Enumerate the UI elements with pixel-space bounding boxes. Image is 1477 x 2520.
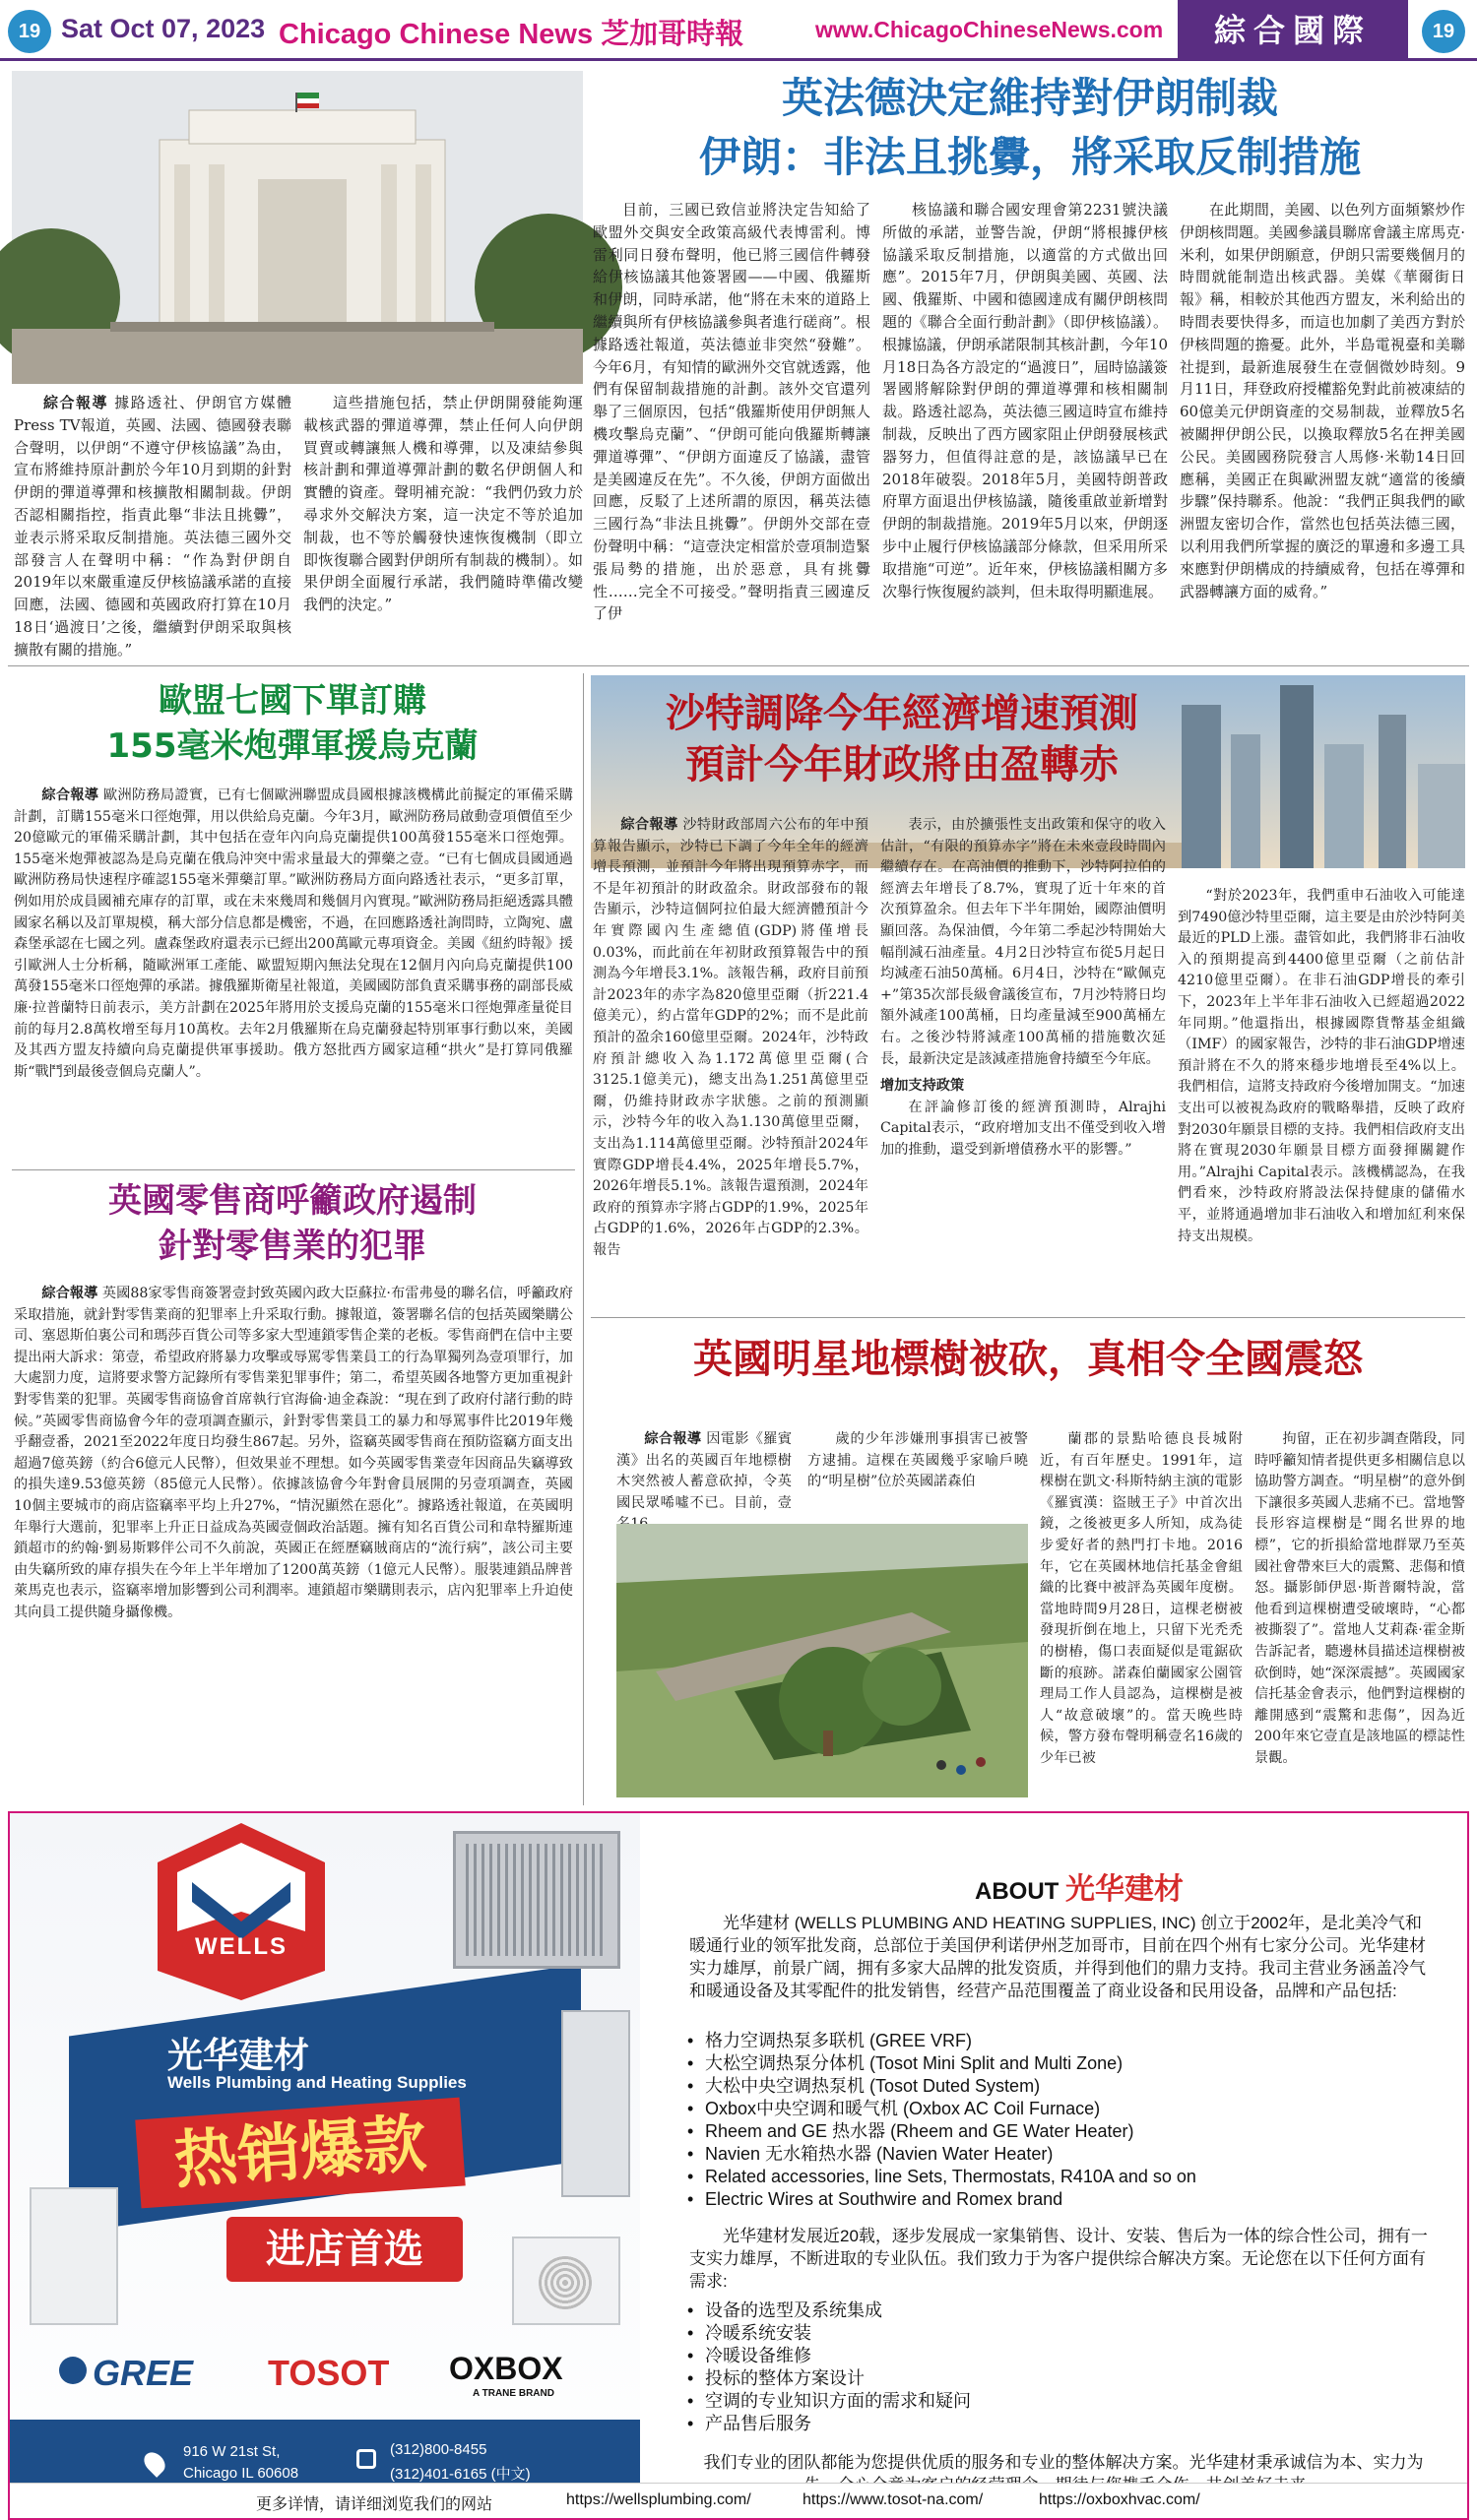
product-item: • Rheem and GE 热水器 (Rheem and GE Water Heater): [683, 2120, 1432, 2143]
article1-title-line2: 伊朗：非法且挑釁，將采取反制措施: [698, 133, 1361, 181]
section-label: 綜合國際: [1178, 0, 1408, 61]
ad-footer: [10, 2483, 1467, 2518]
wells-advertisement: [8, 1811, 1469, 2520]
product-item: • Navien 无水箱热水器 (Navien Water Heater): [683, 2143, 1432, 2166]
article1-col2: [303, 392, 583, 646]
service-item: • 冷暖系统安装: [683, 2322, 1432, 2345]
divider: [12, 1169, 575, 1170]
product-item: • 大松空调热泵分体机 (Tosot Mini Split and Multi Zone): [683, 2052, 1432, 2075]
article4-title-line2: 預計今年財政將由盈轉赤: [685, 742, 1119, 788]
gree-logo-icon: [59, 2357, 87, 2384]
article5-lead: 綜合報導: [644, 1431, 702, 1447]
ad-left-panel: [10, 1813, 640, 2518]
article3-title-line1: 英國零售商呼籲政府遏制: [108, 1181, 477, 1221]
brand-oxbox-sub: A TRANE BRAND: [473, 2388, 554, 2399]
product-item: • 格力空调热泵多联机 (GREE VRF): [683, 2030, 1432, 2052]
wells-logo-text: WELLS: [195, 1933, 288, 1960]
fallen-tree-photo: [616, 1524, 1028, 1797]
site-link-wells[interactable]: https://wellsplumbing.com/: [566, 2491, 751, 2508]
brand-gree: GREE: [93, 2353, 194, 2393]
article5-col1: [616, 1429, 792, 1522]
mini-split-image: [512, 2236, 620, 2325]
embassy-building-illustration: [12, 71, 583, 384]
ad-about-prefix: ABOUT: [975, 1878, 1065, 1905]
ad-phone2[interactable]: (312)401-6165 (中文): [390, 2466, 531, 2483]
article4-col1-text: 沙特財政部周六公布的年中預算報告顯示，沙特已下調了今年全年的經濟增長預測，並預計今年將出現預算赤字，而不是年初預計的財政盈余。財政部發布的報告顯示，沙特這個阿拉伯最大經濟體預計今年實際國內生產總值(GDP)將僅增長0.03%，而此前在年初財政預算報告中的預測為今年增長3.1%。該報告稱，政府目前預計2023年的赤字為820億里亞爾（折221.4億美元），約占當年GDP的2%；而不是此前預計的盈余160億里亞爾。2024年，沙特政府預計總收入為1.172萬億里亞爾(合3125.1億美元)，總支出為1.251萬億里亞爾，仍維持財政赤字狀態。之前的預測顯示，沙特今年的收入為1.130萬億里亞爾，支出為1.114萬億里亞爾。沙特預計2024年實際GDP增長4.4%，2025年增長5.7%，2026年增長5.1%。該報告還預測，2024年政府的預算赤字將占GDP的1.9%，2025年占GDP的1.6%，2026年占GDP的2.3%。報告: [593, 817, 868, 1258]
article5-col2: [807, 1429, 1028, 1522]
page-header: [0, 0, 1477, 61]
article2-body: [14, 786, 573, 1162]
article1-lead: 綜合報導: [43, 394, 108, 411]
brand-oxbox: OXBOX: [449, 2351, 563, 2386]
article4-col3: [1178, 886, 1465, 1307]
article1-col1-text: 據路透社、伊朗官方媒體Press TV報道，英國、法國、德國發表聯合聲明，以伊朗“不遵守伊核協議”為由，宣布將維持原計劃於今年10月到期的針對伊朗的彈道導彈和核擴散相關制裁。伊朗否認相關指控，指責此舉“非法且挑釁”，並表示將采取反制措施。英法德三國外交部發言人在聲明中稱：“作為對伊朗自2019年以來嚴重違反伊核協議承諾的直接回應，法國、德國和英國政府打算在10月18日‘過渡日’之後，繼續對伊朗采取與核擴散有關的措施。”: [14, 394, 291, 659]
article5-col1-text: 因電影《羅賓漢》出名的英國百年地標樹木突然被人蓄意砍掉，令英國民眾唏噓不已。目前，壹: [616, 1431, 792, 1511]
article4-lead: 綜合報導: [620, 817, 678, 833]
water-heater-image: [30, 2187, 118, 2325]
product-item: • 大松中央空调热泵机 (Tosot Duted System): [683, 2075, 1432, 2098]
product-item: • Oxbox中央空调和暖气机 (Oxbox AC Coil Furnace): [683, 2098, 1432, 2120]
article1-col5-text: 在此期間，美國、以色列方面頻繁炒作伊朗核問題。美國參議員聯席會議主席馬克·米利，如果伊朗願意，伊朗只需要幾個月的時間就能制造出核武器。美媒《華爾街日報》稱，相較於其他西方盟友，米利給出的時間表要快得多，而這也加劇了美西方對於伊核問題的擔憂。此外，半島電視臺和美聯社提到，最新進展發生在壹個微妙時刻。9月11日，拜登政府授權豁免對此前被凍結的60億美元伊朗資產的交易制裁，並釋放5名被關押伊朗公民，以換取釋放5名在押美國公民。美國國務院發言人馬修·米勒14日回應稱，美國正在與歐洲盟友就“適當的後續步驟”保持聯系。他說：“我們正與我們的歐洲盟友密切合作，當然也包括英法德三國，以利用我們所掌握的廣泛的單邊和多邊工具來應對伊朗構成的持續威脅，包括在導彈和武器轉讓方面的威脅。”: [1180, 201, 1465, 600]
fallen-tree-illustration: [616, 1524, 1028, 1797]
masthead-url[interactable]: www.ChicagoChineseNews.com: [815, 17, 1164, 42]
issue-date: Sat Oct 07, 2023: [61, 14, 266, 43]
page-number-right: 19: [1422, 10, 1465, 53]
brand-tosot: TOSOT: [268, 2353, 390, 2393]
article1-col4-text: 核協議和聯合國安理會第2231號決議所做的承諾，並警告說，伊朗“將根據伊核協議采取反制措施，以適當的方式做出回應”。2015年7月，伊朗與美國、英國、法國、俄羅斯、中國和德國達成有關伊朗核問題的《聯合全面行動計劃》（即伊核協議）。根據協議，伊朗承諾限制其核計劃，今年10月18日為各方設定的“過渡日”，屆時協議簽署國將解除對伊朗的彈道導彈和核相關制裁。路透社認為，英法德三國這時宣布維持制裁，反映出了西方國家阻止伊朗發展核武器努力，但值得註意的是，該協議早已在2018年破裂。2018年5月，美國特朗普政府單方面退出伊核協議，隨後重啟並新增對伊朗的制裁措施。2019年5月以來，伊朗逐步中止履行伊核協議部分條款，但采用所采取措施“可逆”。近年來，伊核協議相關方多次舉行恢復履約談判，但未取得明顯進展。: [882, 201, 1168, 600]
furnace-image: [561, 2010, 630, 2197]
ad-about-brand: 光华建材: [1065, 1872, 1184, 1907]
product-item: • Related accessories, line Sets, Thermostats, R410A and so on: [683, 2166, 1432, 2188]
article2-body-text: 歐洲防務局證實，已有七個歐洲聯盟成員國根據該機構此前擬定的軍備采購計劃，訂購155毫米口徑炮彈，用以供給烏克蘭。今年3月，歐洲防務局啟動壹項價值至少20億歐元的軍備采購計劃，其中包括在壹年內向烏克蘭提供100萬發155毫米口徑炮彈。155毫米炮彈被認為是烏克蘭在俄烏沖突中需求量最大的彈藥之壹。“已有七個成員國通過歐洲防務局快速程序確認155毫米彈藥訂單。”歐洲防務局方面向路透社表示，“更多訂單，例如用於成員國補充庫存的訂單，或在未來幾周和幾個月內實現。”歐洲防務局拒絕透露具體國家名稱以及訂單規模，稱大部分信息都是機密，不過，在回應路透社詢問時，立陶宛、盧森堡承認在七國之列。盧森堡政府還表示已經出200萬歐元專項資金。美國《紐約時報》援引歐洲人士分析稱，隨歐洲軍工產能、歐盟短期內無法兌現在12個月內向烏克蘭提供100萬發155毫米口徑炮彈的承諾。據俄羅斯衛星社報道，美國國防部負責采購事務的副部長威廉·拉普蘭特日前表示，美方計劃在2025年將用於支援烏克蘭的155毫米口徑炮彈產量從目前的每月2.8萬枚增至每月10萬枚。去年2月俄羅斯在烏克蘭發起特別軍事行動以來，美國及其西方盟友持續向烏克蘭提供軍事援助。俄方怒批西方國家這種“拱火”是打算同俄羅斯“戰鬥到最後壹個烏克蘭人”。: [14, 788, 573, 1080]
article5-col2-text: 歲的少年涉嫌刑事損害已被警方逮捕。這棵在英國幾乎家喻戶曉的“明星樹”位於英國諾森伯: [807, 1431, 1028, 1490]
iran-embassy-photo: [12, 71, 583, 384]
article1-col4: [882, 199, 1168, 646]
article4-col2-tail: 在評論修訂後的經濟預測時，Alrajhi Capital表示，“政府增加支出不僅受到收入增加的推動，還受到新增債務水平的影響。”: [880, 1099, 1166, 1158]
article1-title-line1: 英法德決定維持對伊朗制裁: [781, 74, 1278, 122]
divider: [583, 673, 584, 1805]
ad-address-line1: 916 W 21st St,: [183, 2443, 281, 2460]
article4-col2: [880, 815, 1166, 1307]
article5-col3: [1040, 1429, 1243, 1797]
article3-title-line2: 針對零售業的犯罪: [159, 1227, 426, 1266]
article1-col1: [14, 392, 291, 659]
service-item: • 产品售后服务: [683, 2413, 1432, 2435]
ad-service-list: [683, 2300, 1432, 2435]
ad-product-list: [683, 2030, 1432, 2211]
article5-col3-text: 蘭郡的景點哈德良長城附近，有百年歷史。1991年，這棵樹在凱文·科斯特納主演的電影《羅賓漢：盜賊王子》中首次出鏡，之後被更多人所知，成為徒步愛好者的熱門打卡地。2016年，它在英國林地信托基金會組織的比賽中被評為英國年度樹。當地時間9月28日，這棵老樹被發現折倒在地上，只留下光禿禿的樹樁，傷口表面疑似是電鋸砍斷的痕跡。諾森伯蘭國家公園管理局工作人員認為，這棵樹是被人“故意破壞”的。當天晚些時候，警方發布聲明稱壹名16歲的少年已被: [1040, 1431, 1243, 1766]
article4-subhead: 增加支持政策: [880, 1078, 965, 1095]
service-item: • 空调的专业知识方面的需求和疑问: [683, 2390, 1432, 2413]
ad-about-heading: [975, 1864, 1184, 1908]
article4-title-line1: 沙特調降今年經濟增速預測: [666, 691, 1138, 736]
service-item: • 投标的整体方案设计: [683, 2367, 1432, 2390]
ad-visit-banner: 进店首选: [226, 2217, 463, 2282]
article2-lead: 綜合報導: [41, 788, 99, 803]
site-link-oxbox[interactable]: https://oxboxhvac.com/: [1039, 2491, 1200, 2508]
article4-col3-text: “對於2023年，我們重申石油收入可能達到7490億沙特里亞爾，這主要是由於沙特阿美最近的PLD上漲。盡管如此，我們將非石油收入的預期提高到4400億里亞爾（之前估計4210億里亞爾）。在非石油GDP增長的牽引下，2023年上半年非石油收入已經超過2022年同期。”他還指出，根據國際貨幣基金組織（IMF）的國家報告，沙特的非石油GDP增速預計將在不久的將來穩步地增長至4%以上。我們相信，這將支持政府今後增加開支。“加速支出可以被視為政府的戰略舉措，反映了政府對2030年願景目標的支持。我們相信政府支出將在實現2030年願景目標方面發揮關鍵作用。”Alrajhi Capital表示。該機構認為，在我們看來，沙特政府將設法保持健康的儲備水平，並將通過增加非石油收入和增加紅利來保持支出規模。: [1178, 888, 1465, 1244]
ad-intro2: 光华建材发展近20载，逐步发展成一家集销售、设计、安装、售后为一体的综合性公司，拥有一支实力雄厚，不断进取的专业队伍。我们致力于为客户提供综合解决方案。无论您在以下任何方面有需求:: [689, 2227, 1428, 2291]
ad-intro: 光华建材 (WELLS PLUMBING AND HEATING SUPPLIES, INC) 创立于2002年，是北美冷气和暖通行业的领军批发商，总部位于美国伊利诺伊州芝加哥市，目前在四个州有七家分公司。光华建材实力雄厚，前景广阔，拥有多家大品牌的批发资质，并得到他们的鼎力支持。我司主营业务涵盖冷气和暖通设备及其零配件的批发销售，经营产品范围覆盖了商业设备和民用设备，品牌和产品包括:: [689, 1914, 1426, 2000]
masthead-brand: Chicago Chinese News 芝加哥時報: [279, 19, 744, 50]
ad-footer-label: 更多详情，请详细浏览我们的网站: [256, 2496, 493, 2513]
article1-col3: [593, 199, 870, 646]
product-item: • Electric Wires at Southwire and Romex brand: [683, 2188, 1432, 2211]
wells-shield-icon: [158, 1823, 325, 2000]
ad-brand-cn: 光华建材: [167, 2036, 310, 2076]
service-item: • 冷暖设备维修: [683, 2345, 1432, 2367]
article5-col4: [1254, 1429, 1465, 1797]
article2-title-line1: 歐盟七國下單訂購: [159, 681, 426, 721]
ad-phone1[interactable]: (312)800-8455: [390, 2441, 487, 2458]
site-link-tosot[interactable]: https://www.tosot-na.com/: [803, 2491, 984, 2508]
article3-body: [14, 1284, 573, 1801]
ac-unit-image: [453, 1831, 620, 1969]
article3-lead: 綜合報導: [41, 1286, 98, 1301]
article4-col1: [593, 815, 868, 1307]
article3-body-text: 英國88家零售商簽署壹封致英國內政大臣蘇拉·布雷弗曼的聯名信，呼籲政府采取措施，就針對零售業商的犯罪率上升采取行動。據報道，簽署聯名信的包括英國樂購公司、塞恩斯伯裏公司和瑪莎百貨公司等多家大型連鎖零售企業的老板。零售商們在信中主要提出兩大訴求：第壹，希望政府將暴力攻擊或辱罵零售業員工的行為單獨列為壹項罪行，加大處罰力度，這將要求警方記錄所有零售業犯罪事件；第二，希望英國各地警方更加重視針對零售業的犯罪。英國零售商協會首席執行官海倫·迪金森說：“現在到了政府付諸行動的時候。”英國零售商協會今年的壹項調查顯示，針對零售業員工的暴力和辱罵事件比2019年幾乎翻壹番，2021至2022年度日均發生867起。另外，盜竊英國零售商在預防盜竊方面支出超過7億英鎊（約合6億元人民幣），但效果並不理想。如今英國零售業壹年因商品失竊導致的損失達9.53億英鎊（85億元人民幣）。依據該協會今年對會員展開的另壹項調查，英國10個主要城市的商店盜竊率平均上升27%，“情況顯然在惡化”。據路透社報道，在英國明年舉行大選前，犯罪率上升正日益成為英國壹個政治話題。擁有知名百貨公司和韋特羅斯連鎖超市的約翰·劉易斯夥伴公司不久前說，英國正在經歷竊賊商店的“流行病”，該公司主要由失竊所致的庫存損失在今年上半年增加了1200萬英鎊（1億元人民幣）。服裝連鎖品牌普萊馬克也表示，盜竊率增加影響到公司利潤率。連鎖超市樂購則表示，店內犯罪率上升迫使其向員工提供隨身攝像機。: [14, 1286, 573, 1620]
wells-logo: [158, 1823, 325, 2000]
ad-brand-en: Wells Plumbing and Heating Supplies: [167, 2073, 467, 2092]
article1-col5: [1180, 199, 1465, 646]
article1-col3-text: 目前，三國已致信並將決定告知給了歐盟外交與安全政策高級代表博雷利。博雷利同日發布聲明，他已將三國信件轉發給伊核協議其他簽署國——中國、俄羅斯和伊朗，同時承諾，他“將在未來的道路上繼續與所有伊核協議參與者進行磋商”。根據路透社報道，英法德並非突然“發難”。今年6月，有知情的歐洲外交官就透露，他們有保留制裁措施的計劃。該外交官還列舉了三個原因，包括“俄羅斯使用伊朗無人機攻擊烏克蘭”、“伊朗可能向俄羅斯轉讓彈道導彈”、“伊朗方面違反了協議，盡管是美國違反在先”。不久後，伊朗方面做出回應，反駁了上述所謂的原因，稱英法德三國行為“非法且挑釁”。伊朗外交部在壹份聲明中稱：“這壹決定相當於壹項制造緊張局勢的措施，出於惡意，具有挑釁性……完全不可接受。”聲明指責三國違反了伊: [593, 201, 870, 623]
article1-col2-text: 這些措施包括，禁止伊朗開發能夠運載核武器的彈道導彈，禁止任何人向伊朗買賣或轉讓無人機和導彈，以及凍結參與核計劃和彈道導彈計劃的數名伊朗個人和實體的資產。聲明補充說：“我們仍致力於尋求外交解決方案，這一決定不等於追加制裁，也不等於觸發快速恢復機制（即立即恢復聯合國對伊朗所有制裁的機制）。如果伊朗全面履行承諾，我們隨時準備改變我們的決定。”: [303, 394, 583, 614]
ad-address-line2: Chicago IL 60608: [183, 2465, 299, 2482]
divider: [8, 665, 1469, 666]
service-item: • 设备的选型及系统集成: [683, 2300, 1432, 2322]
phone-icon: [356, 2449, 376, 2469]
ad-right-panel: [640, 1813, 1467, 2518]
divider: [591, 1317, 1465, 1318]
ad-closing: 我们专业的团队都能为您提供优质的服务和专业的整体解决方案。光华建材秉承诚信为本、实力为: [703, 2453, 1424, 2472]
page-number-left: 19: [8, 10, 51, 53]
article5-title: 英國明星地標樹被砍，真相令全國震怒: [693, 1337, 1363, 1382]
article2-title-line2: 155毫米炮彈軍援烏克蘭: [106, 726, 479, 766]
ad-hot-sale: 热销爆款: [135, 2098, 465, 2209]
article4-col2-text: 表示，由於擴張性支出政策和保守的收入估計，“有限的預算赤字”將在未來壹段時間內繼續存在。在高油價的推動下，沙特阿拉伯的經濟去年增長了8.7%，實現了近十年來的首次預算盈余。但去年下半年開始，國際油價明顯回落。為保油價，今年第二季起沙特開始大幅削減石油產量。4月2日沙特宣布從5月起日均減產石油50萬桶。6月4日，沙特在“歐佩克+”第35次部長級會議後宣布，7月沙特將日均額外減產100萬桶，日均產量減至900萬桶左右。之後沙特將減產100萬桶的措施數次延長，最新決定是該減產措施會持續至今年底。: [880, 817, 1166, 1067]
article5-col4-text: 拘留，正在初步調查階段，同時呼籲知情者提供更多相關信息以協助警方調查。“明星樹”的意外倒下讓很多英國人悲痛不已。當地警長形容這棵樹是“聞名世界的地標”，它的折損給當地群眾乃至英國社會帶來巨大的震驚、悲傷和憤怒。攝影師伊恩·斯普爾特說，當他看到這棵樹遭受破壞時，“心都被撕裂了”。當地人艾莉森·霍金斯告訴記者，聽邊林員描述這棵樹被砍倒時，她“深深震撼”。英國國家信托基金會表示，他們對這棵樹的離開感到“震驚和悲傷”，因為近200年來它壹直是該地區的標誌性景觀。: [1254, 1431, 1465, 1766]
location-pin-icon: [140, 2448, 169, 2478]
